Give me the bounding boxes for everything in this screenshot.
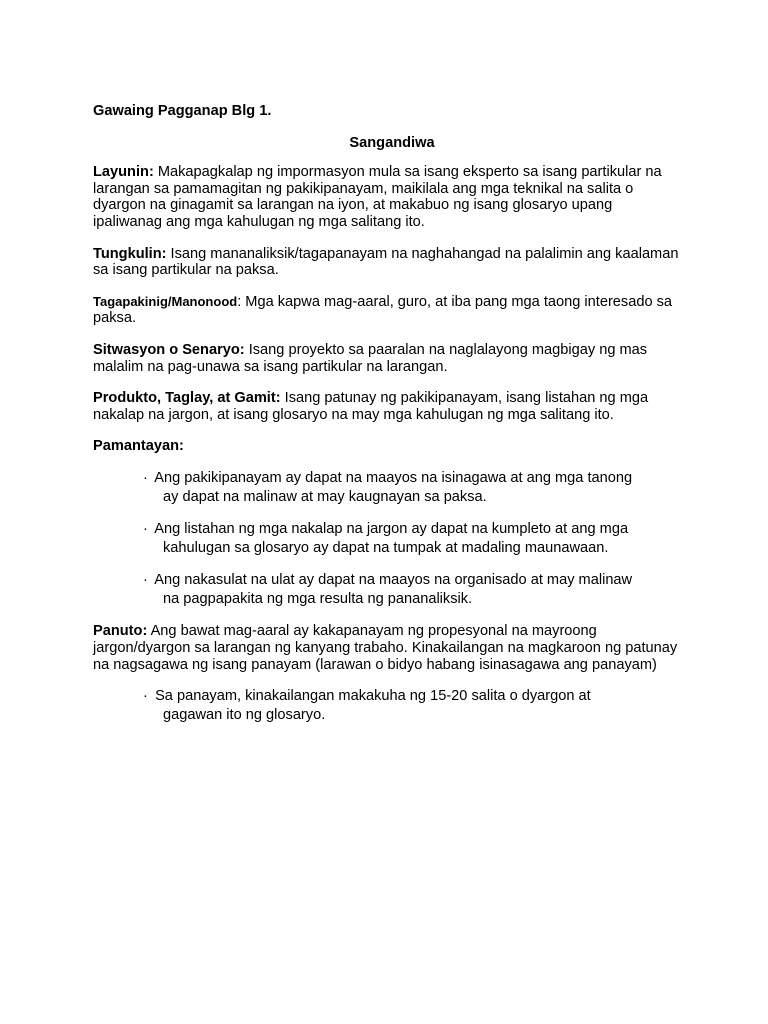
panuto-list xyxy=(93,688,683,723)
bullet-dot: · xyxy=(143,572,148,589)
tagapakinig-paragraph xyxy=(93,294,683,327)
tagapakinig-label: Tagapakinig/Manonood xyxy=(93,293,238,309)
panuto-item-line2: gagawan ito ng glosaryo. xyxy=(163,706,326,723)
sitwasyon-text: Isang proyekto sa paaralan na naglalayong magbigay ng mas malalim na pag-unawa sa isang partikular na larangan. xyxy=(93,341,648,375)
pamantayan-heading xyxy=(93,438,683,455)
panuto-label: Panuto: xyxy=(93,623,148,640)
pamantayan-item-line1: Ang pakikipanayam ay dapat na maayos na isinagawa at ang mga tanong xyxy=(154,469,633,486)
layunin-text: Makapagkalap ng impormasyon mula sa isang eksperto sa isang partikular na larangan sa pamamagitan ng pakikipanayam, maikilala ang mga teknikal na salita o dyargon na ginagamit sa larangan na iyon, at makabuo ng isang glosaryo upang ipaliwanag ang mga kahulugan ng mga salitang ito. xyxy=(93,164,662,230)
bullet-dot: · xyxy=(143,469,148,486)
pamantayan-item xyxy=(93,521,683,556)
document-title: Gawaing Pagganap Blg 1. xyxy=(93,103,272,119)
layunin-paragraph xyxy=(93,164,683,230)
sitwasyon-paragraph xyxy=(93,342,683,375)
pamantayan-item xyxy=(93,572,683,607)
pamantayan-item-line2: ay dapat na malinaw at may kaugnayan sa paksa. xyxy=(163,488,487,505)
panuto-item-line1: Sa panayam, kinakailangan makakuha ng 15-20 salita o dyargon at xyxy=(155,688,591,705)
document-subtitle: Sangandiwa xyxy=(349,134,435,151)
produkto-paragraph xyxy=(93,390,683,423)
tungkulin-label: Tungkulin: xyxy=(93,245,167,262)
pamantayan-label: Pamantayan: xyxy=(93,438,184,455)
panuto-paragraph xyxy=(93,623,683,673)
document-body xyxy=(93,103,683,739)
pamantayan-list xyxy=(93,470,683,608)
pamantayan-item-line1: Ang listahan ng mga nakalap na jargon ay dapat na kumpleto at ang mga xyxy=(154,521,629,538)
pamantayan-item-line1: Ang nakasulat na ulat ay dapat na maayos na organisado at may malinaw xyxy=(154,572,633,589)
pamantayan-item-line2: na pagpapakita ng mga resulta ng pananaliksik. xyxy=(163,590,473,607)
bullet-dot: · xyxy=(143,521,148,538)
tungkulin-paragraph xyxy=(93,246,683,279)
sitwasyon-label: Sitwasyon o Senaryo: xyxy=(93,341,245,358)
pamantayan-item-line2: kahulugan sa glosaryo ay dapat na tumpak at madaling maunawaan. xyxy=(163,539,609,556)
produkto-label: Produkto, Taglay, at Gamit: xyxy=(93,390,281,407)
produkto-text: Isang patunay ng pakikipanayam, isang listahan ng mga nakalap na jargon, at isang glosaryo na may mga kahulugan ng mga salitang ito. xyxy=(93,390,649,423)
tagapakinig-text: : Mga kapwa mag-aaral, guro, at iba pang mga taong interesado sa paksa. xyxy=(93,293,673,327)
panuto-item xyxy=(93,688,683,723)
tungkulin-text: Isang mananaliksik/tagapanayam na naghahangad na palalimin ang kaalaman sa isang partikular na paksa. xyxy=(93,245,679,279)
pamantayan-item xyxy=(93,470,683,505)
panuto-text: Ang bawat mag-aaral ay kakapanayam ng propesyonal na mayroong jargon/dyargon sa larangan ng kanyang trabaho. Kinakailangan na magkaroon ng patunay na nagsagawa ng isang panayam (larawan o bidyo habang isinasagawa ang panayam) xyxy=(93,623,678,673)
layunin-label: Layunin: xyxy=(93,164,154,181)
bullet-dot: · xyxy=(143,688,148,705)
